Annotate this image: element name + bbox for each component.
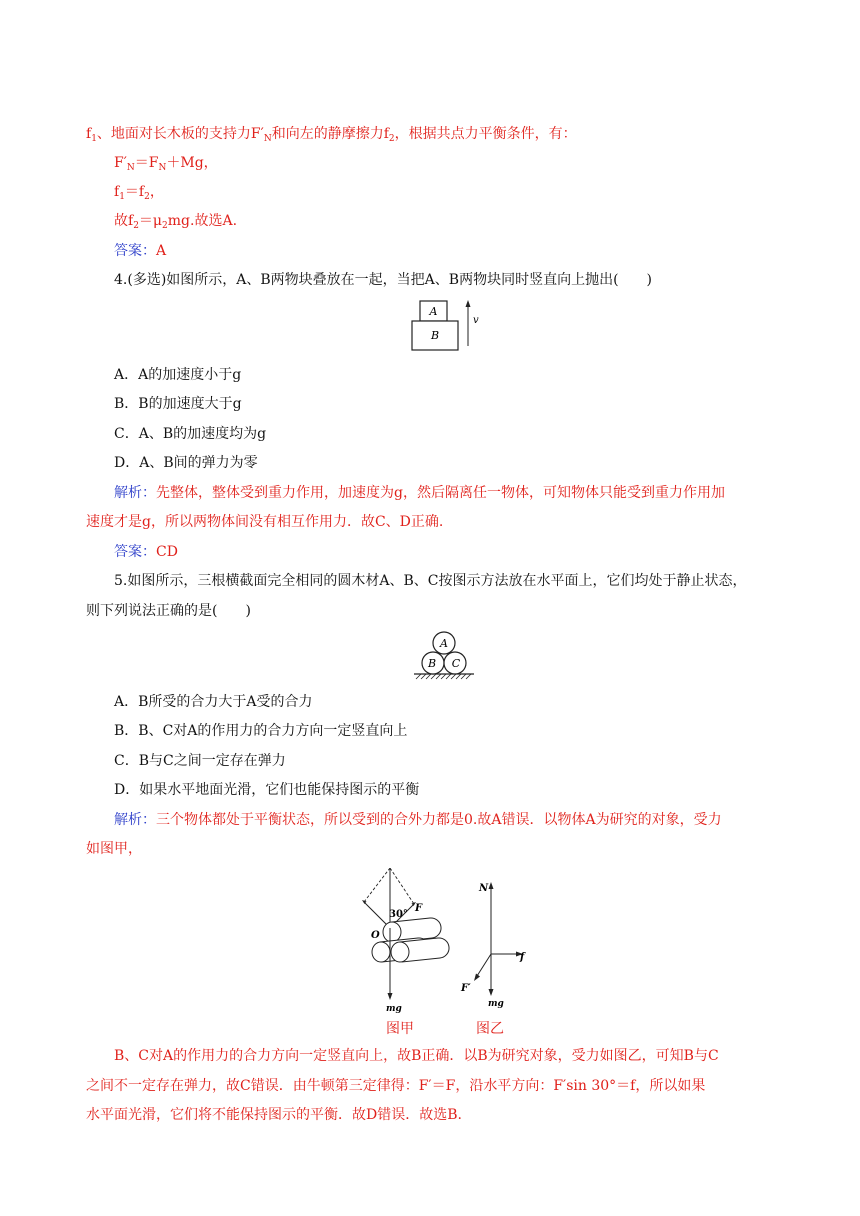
q5-stacked-logs-figure — [412, 628, 476, 686]
q4-option-a: A．A的加速度小于g — [114, 367, 242, 383]
q5-stem-line-2: 则下列说法正确的是( ) — [86, 603, 251, 619]
q4-stem: 4.(多选)如图所示，A、B两物块叠放在一起，当把A、B两物块同时竖直向上抛出( ) — [114, 272, 652, 288]
answer-value: A — [156, 243, 167, 259]
q5-conclusion-line-2: 之间不一定存在弹力，故C错误．由牛顿第三定律得：F′＝F，沿水平方向：F′sin 30°＝f，所以如果 — [86, 1078, 706, 1094]
block-a-label: A — [429, 305, 438, 318]
q5-conclusion-line-3: 水平面光滑，它们将不能保持图示的平衡．故D错误．故选B. — [86, 1107, 462, 1123]
q5-option-d: D．如果水平地面光滑，它们也能保持图示的平衡 — [114, 782, 420, 798]
figure-yi — [455, 878, 535, 1008]
q3-answer — [114, 241, 824, 261]
q5-option-b: B．B、C对A的作用力的合力方向一定竖直向上 — [114, 723, 408, 739]
angle-label: 30° — [389, 909, 408, 920]
q3-equation-2: $f_1=f_2$， — [114, 184, 164, 202]
log-b-label: B — [427, 657, 437, 670]
analysis-label: 解析： — [114, 485, 156, 501]
q4-analysis-line-2: 速度才是g，所以两物体间没有相互作用力．故C、D正确. — [86, 514, 444, 530]
block-b-label: B — [430, 329, 440, 342]
weight-label: mg — [488, 999, 504, 1008]
answer-label: 答案： — [114, 544, 156, 560]
force-parallelogram — [364, 868, 414, 904]
q5-conclusion-line-1: B、C对A的作用力的合力方向一定竖直向上，故B正确．以B为研究对象，受力如图乙，可知B与C — [114, 1048, 719, 1064]
q4-option-c: C．A、B的加速度均为g — [114, 426, 267, 442]
q5-stem-line-1: 5.如图所示，三根横截面完全相同的圆木材A、B、C按图示方法放在水平面上，它们均处于静止状态， — [114, 573, 747, 589]
figure-yi-caption: 图乙 — [476, 1021, 504, 1037]
figure-jia-caption: 图甲 — [386, 1021, 414, 1037]
velocity-arrow-head — [466, 300, 471, 307]
q3-equation-1: $F'_N=F_N+Mg$， — [114, 155, 218, 173]
q4-stacked-blocks-figure — [404, 296, 490, 354]
log-c-label: C — [451, 657, 461, 670]
log-a-label: A — [440, 637, 448, 650]
weight-label: mg — [386, 1004, 402, 1013]
reaction-arrow — [477, 954, 491, 976]
q4-option-d: D．A、B间的弹力为零 — [114, 455, 258, 471]
velocity-label: v — [473, 315, 479, 326]
answer-label: 答案： — [114, 243, 156, 259]
force-label: F — [415, 903, 423, 914]
logs-perspective — [372, 918, 449, 962]
analysis-label: 解析： — [114, 812, 156, 828]
q4-analysis-line-1: 解析：先整体，整体受到重力作用，加速度为g，然后隔离任一物体，可知物体只能受到重力作用加 — [114, 485, 725, 501]
q5-option-a: A．B所受的合力大于A受的合力 — [114, 694, 313, 710]
q5-option-c: C．B与C之间一定存在弹力 — [114, 753, 286, 769]
ground-hatching — [416, 674, 471, 679]
q4-answer — [114, 542, 824, 562]
normal-force-label: N — [479, 883, 489, 894]
q4-option-b: B．B的加速度大于g — [114, 396, 242, 412]
reaction-label: F′ — [461, 983, 471, 994]
answer-value: CD — [156, 544, 178, 560]
q3-support-force-line: $f_1$、地面对长木板的支持力$F'_N$和向左的静摩擦力$f_2$，根据共点力平衡条件，有： — [86, 126, 577, 144]
q5-analysis-line-2: 如图甲， — [86, 841, 142, 857]
figure-jia — [352, 868, 462, 1013]
origin-label: O — [371, 930, 380, 941]
friction-label: f — [520, 952, 525, 963]
q3-equation-3: 故$f_2=\mu_2mg$.故选A. — [114, 213, 238, 231]
q5-analysis-line-1: 解析：三个物体都处于平衡状态，所以受到的合外力都是0.故A错误．以物体A为研究的对象，受力 — [114, 812, 722, 828]
